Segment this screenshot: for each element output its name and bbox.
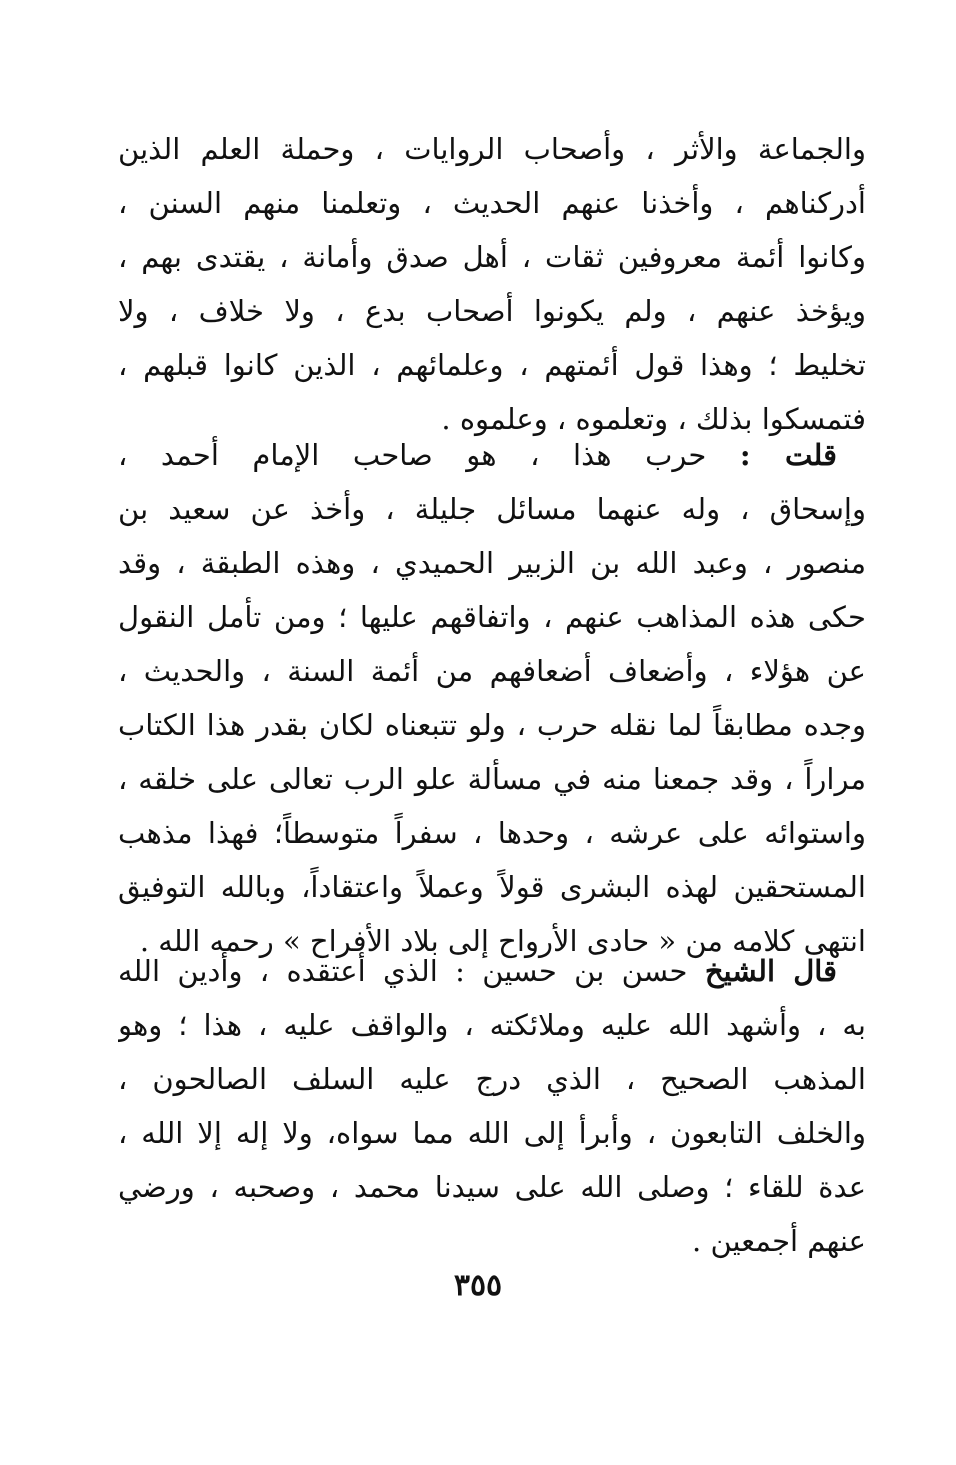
text-line: وجده مطابقاً لما نقله حرب ، ولو تتبعناه لكان بقدر هذا الكتاب [118,708,866,742]
paragraph-qultu [118,428,866,968]
text-line: عن هؤلاء ، وأضعاف أضعافهم من أئمة السنة ، والحديث ، [118,654,866,688]
text-line: انتهى كلامه من « حادى الأرواح إلى بلاد الأفراح » رحمه الله . [139,924,866,958]
text-line: المستحقين لهذه البشرى قولاً وعملاً واعتقاداً، وبالله التوفيق [118,870,866,904]
text-line: وإسحاق ، وله عنهما مسائل جليلة ، وأخذ عن سعيد بن [118,492,866,526]
text-line: ويؤخذ عنهم ، ولم يكونوا أصحاب بدع ، ولا خلاف ، ولا [118,294,866,328]
text-line: به ، وأشهد الله عليه وملائكته ، والواقف عليه ، هذا ؛ وهو [118,1008,866,1042]
text-line: عنهم أجمعين . [692,1224,866,1258]
page-number: ٣٥٥ [453,1268,503,1303]
lead-word: قال الشيخ [704,954,838,988]
text-line: عدة للقاء ؛ وصلى الله على سيدنا محمد ، وصحبه ، ورضي [118,1170,866,1204]
text-line: فتمسكوا بذلك ، وتعلموه ، وعلموه . [441,402,866,436]
text-line: واستوائه على عرشه ، وحدها ، سفراً متوسطاً؛ فهذا مذهب [118,816,866,850]
text-line: والخلف التابعون ، وأبرأ إلى الله مما سواه، ولا إله إلا الله ، [118,1116,866,1150]
text-line-first [118,428,866,482]
text-line: منصور ، وعبد الله بن الزبير الحميدي ، وهذه الطبقة ، وقد [118,546,866,580]
text-line: أدركناهم ، وأخذنا عنهم الحديث ، وتعلمنا منهم السنن ، [118,186,866,220]
text-line: وكانوا أئمة معروفين ثقات ، أهل صدق وأمانة ، يقتدى بهم ، [118,240,866,274]
text-line-rest: حسن بن حسين : الذي أعتقده ، وأدين الله [118,954,688,988]
text-line: المذهب الصحيح ، الذي درج عليه السلف الصالحون ، [118,1062,866,1096]
text-line: مراراً ، وقد جمعنا منه في مسألة علو الرب تعالى على خلقه ، [118,762,866,796]
text-line-rest: حرب هذا ، هو صاحب الإمام أحمد ، [118,438,707,472]
paragraph-qala-al-shaykh [118,944,866,1268]
text-line: والجماعة والأثر ، وأصحاب الروايات ، وحملة العلم الذين [118,132,866,166]
paragraph-continuation [118,122,866,446]
text-line-first [118,944,866,998]
text-line: حكى هذه المذاهب عنهم ، واتفاقهم عليها ؛ ومن تأمل النقول [118,600,866,634]
text-line: تخليط ؛ وهذا قول أئمتهم ، وعلمائهم ، الذين كانوا قبلهم ، [118,348,866,382]
lead-word: قلت : [739,438,837,472]
